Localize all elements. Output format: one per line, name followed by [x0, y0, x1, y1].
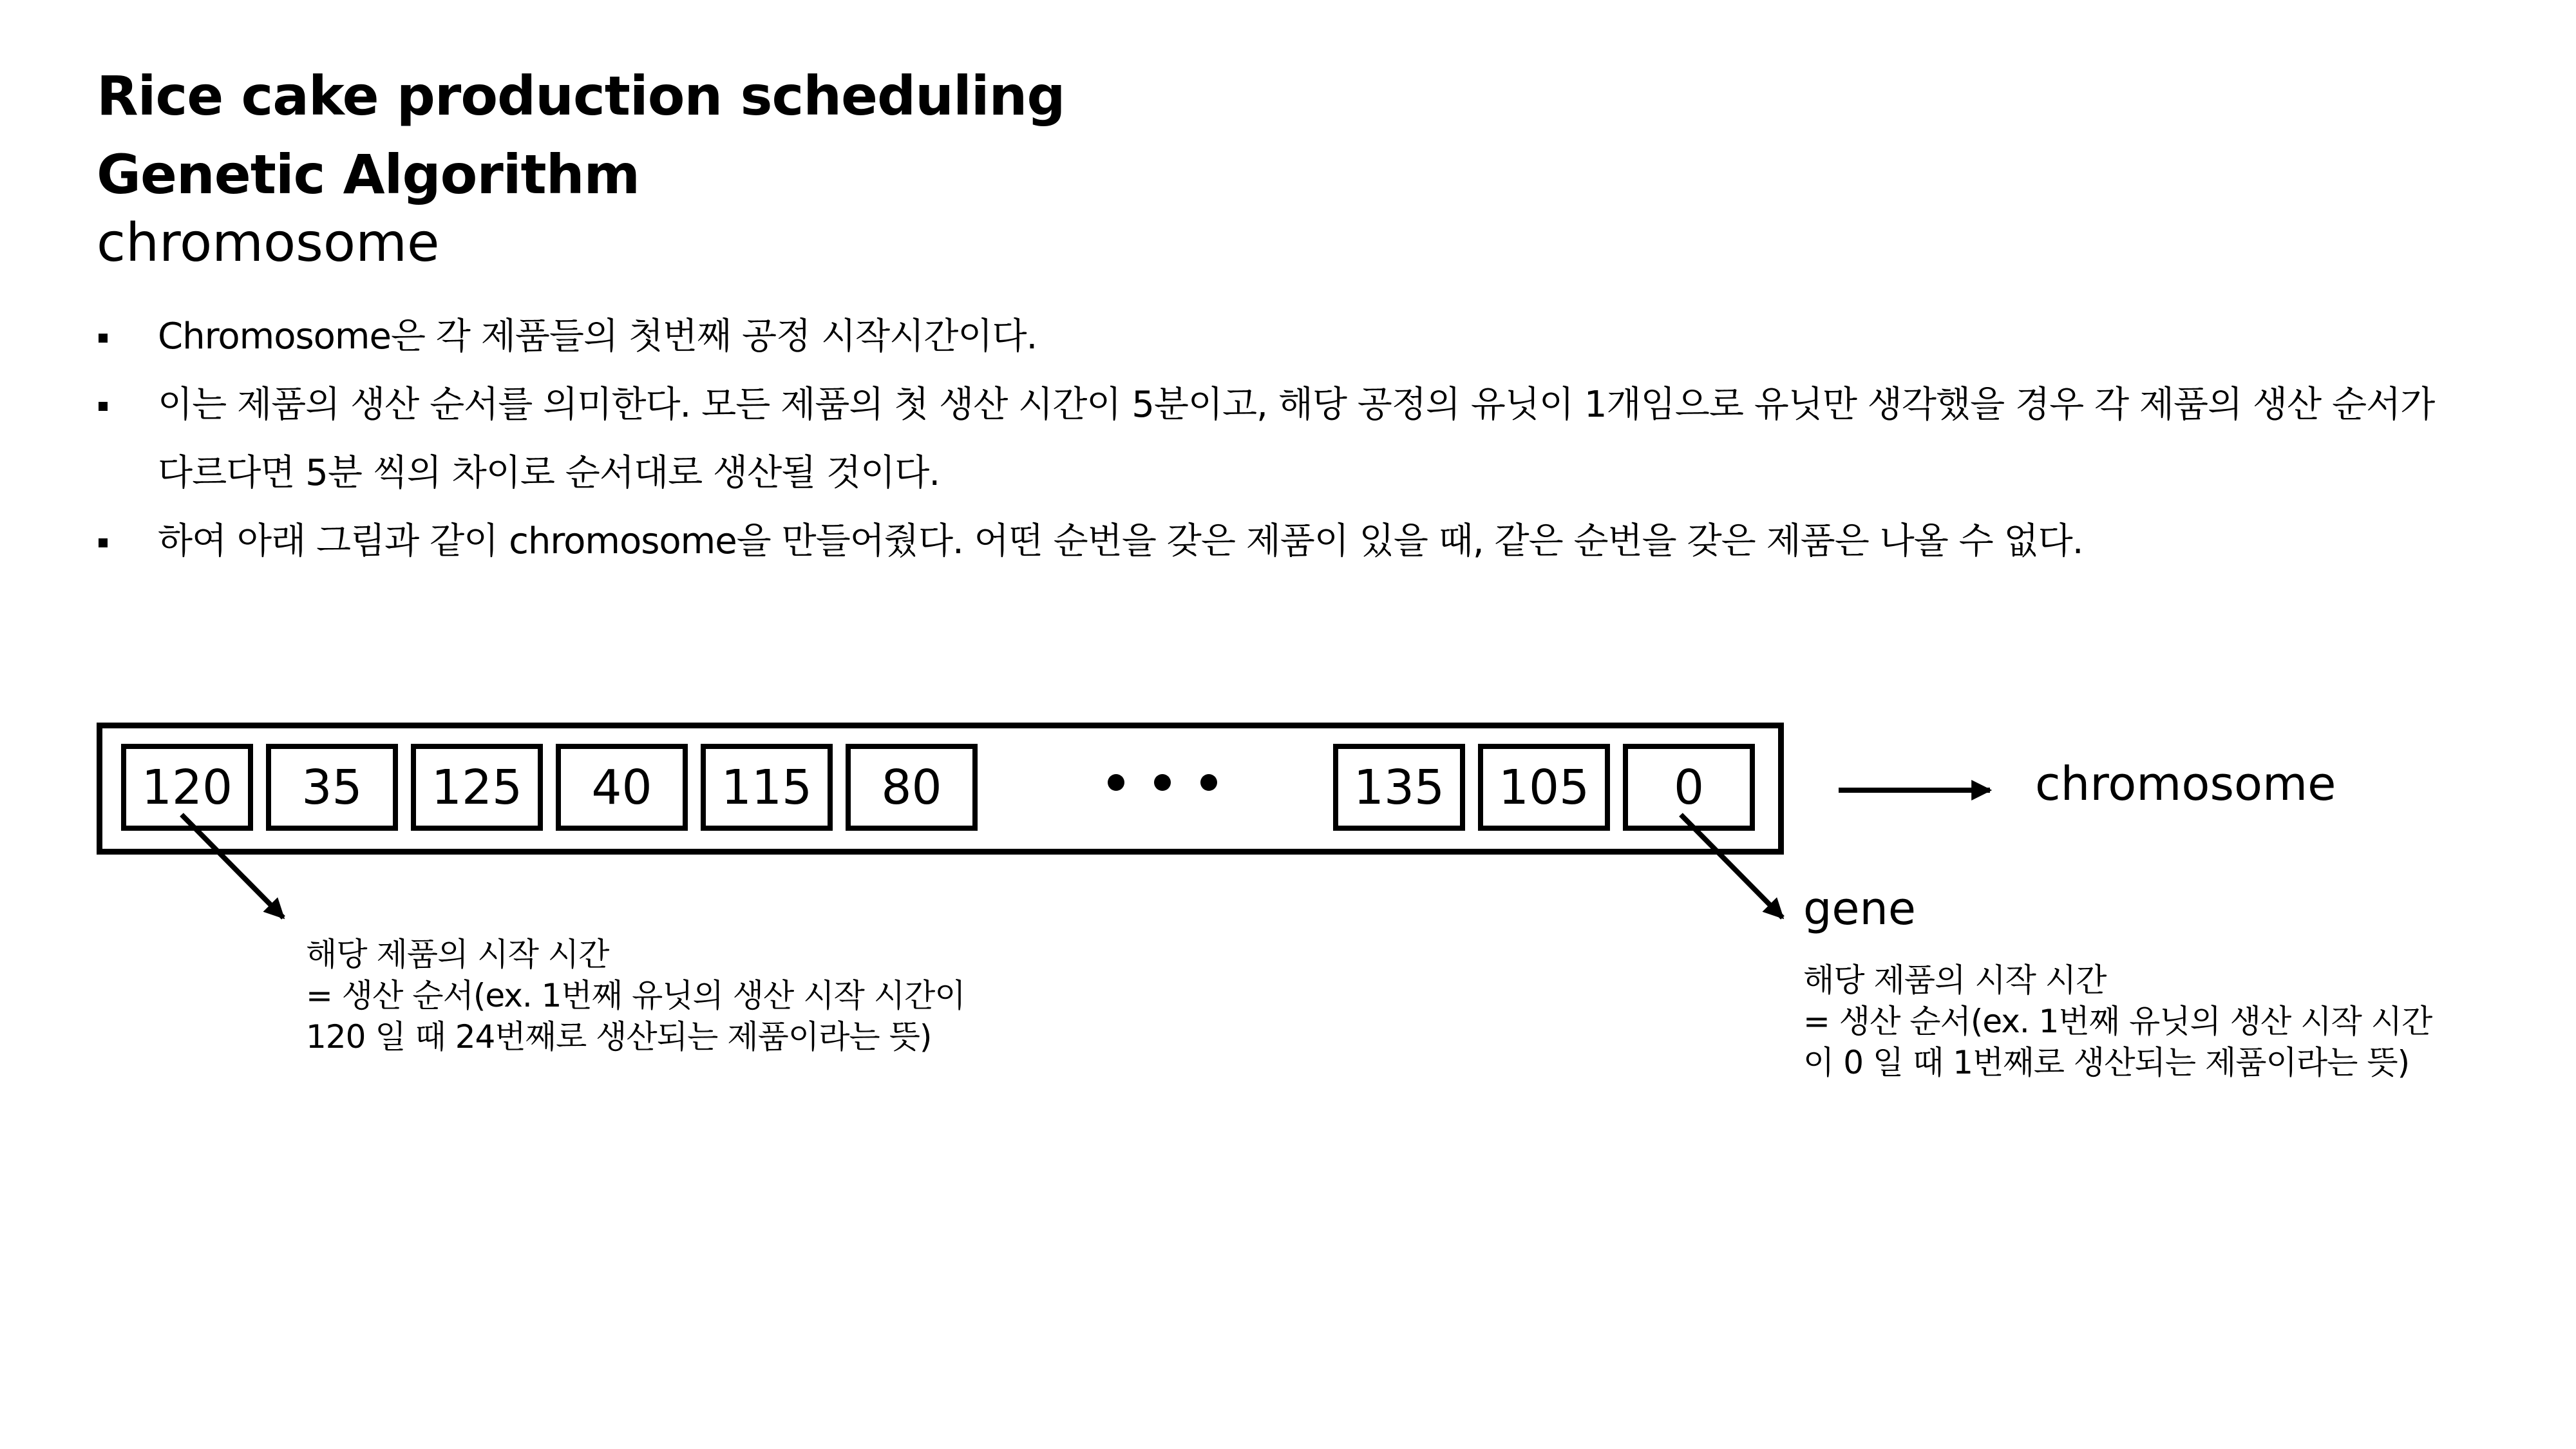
gene-cell: 135	[1333, 744, 1465, 831]
ellipsis-dot	[1154, 774, 1171, 791]
right-annotation	[1803, 960, 2432, 1083]
annotation-line: = 생산 순서(ex. 1번째 유닛의 생산 시작 시간	[1803, 1003, 2432, 1040]
gene-cell: 40	[556, 744, 688, 831]
ellipsis-dot	[1200, 774, 1217, 791]
section-heading: chromosome	[97, 213, 440, 274]
annotation-line: 해당 제품의 시작 시간	[1803, 961, 2107, 999]
bullet-item: 이는 제품의 생산 순서를 의미한다. 모든 제품의 첫 생산 시간이 5분이고, 해당 공정의 유닛이 1개임으로 유닛만 생각했을 경우 각 제품의 생산 순서가 다르다면 5분 씩의 차이로 순서대로 생산될 것이다.	[97, 371, 2479, 507]
annotation-line: 해당 제품의 시작 시간	[306, 936, 609, 973]
annotation-line: 120 일 때 24번째로 생산되는 제품이라는 뜻)	[306, 1018, 932, 1056]
chromosome-label: chromosome	[2035, 757, 2336, 811]
subtitle: Genetic Algorithm	[97, 143, 640, 206]
bullet-item: 하여 아래 그림과 같이 chromosome을 만들어줬다. 어떤 순번을 갖은 제품이 있을 때, 같은 순번을 갖은 제품은 나올 수 없다.	[97, 507, 2479, 576]
gene-cell: 105	[1478, 744, 1610, 831]
left-annotation	[306, 934, 965, 1057]
ellipsis-icon	[1108, 753, 1217, 811]
gene-label: gene	[1803, 882, 1916, 935]
gene-cell: 0	[1623, 744, 1755, 831]
annotation-line: = 생산 순서(ex. 1번째 유닛의 생산 시작 시간이	[306, 977, 965, 1014]
gene-cell: 120	[121, 744, 253, 831]
page-title: Rice cake production scheduling	[97, 64, 1065, 128]
annotation-line: 이 0 일 때 1번째로 생산되는 제품이라는 뜻)	[1803, 1044, 2410, 1081]
gene-cell: 115	[701, 744, 833, 831]
gene-cell: 125	[411, 744, 543, 831]
gene-cell: 80	[846, 744, 978, 831]
ellipsis-dot	[1108, 774, 1124, 791]
gene-cell: 35	[266, 744, 398, 831]
bullet-item: Chromosome은 각 제품들의 첫번째 공정 시작시간이다.	[97, 303, 2479, 371]
bullet-list	[97, 303, 2479, 576]
